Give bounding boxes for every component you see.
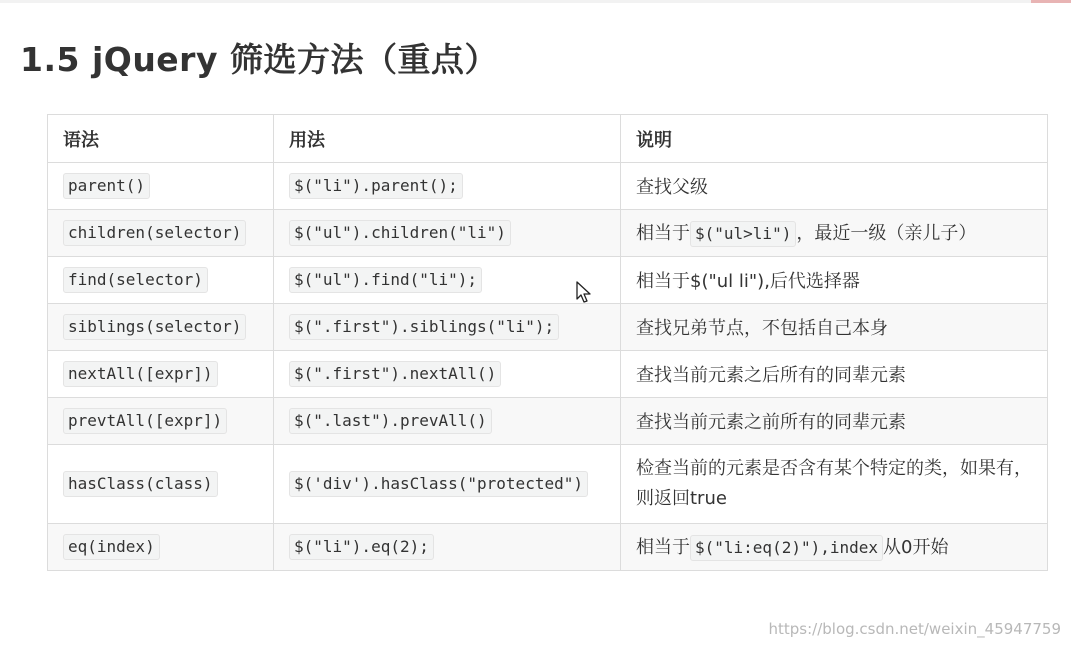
table-row [48,351,1048,398]
table-header-row [48,115,1048,163]
usage-code: $("li").parent(); [289,173,463,199]
header-usage: 用法 [274,115,621,163]
description-cell [621,304,1048,351]
description-cell [621,445,1048,524]
syntax-code: prevtAll([expr]) [63,408,227,434]
syntax-cell [48,524,274,571]
watermark-url: https://blog.csdn.net/weixin_45947759 [768,620,1061,638]
syntax-code: children(selector) [63,220,246,246]
usage-code: $(".first").nextAll() [289,361,501,387]
syntax-code: parent() [63,173,150,199]
top-accent [1031,0,1071,3]
usage-code: $(".first").siblings("li"); [289,314,559,340]
description-cell [621,257,1048,304]
usage-cell [274,163,621,210]
syntax-code: siblings(selector) [63,314,246,340]
usage-cell [274,210,621,257]
description-code: $("ul>li") [690,221,796,247]
description-cell [621,210,1048,257]
mouse-pointer-icon [576,281,592,305]
description-text: 查找父级 [636,177,708,198]
syntax-cell [48,257,274,304]
description-cell [621,398,1048,445]
table-row [48,398,1048,445]
description-cell [621,524,1048,571]
description-cell [621,163,1048,210]
table-row [48,257,1048,304]
syntax-cell [48,210,274,257]
description-text: 查找当前元素之后所有的同辈元素 [636,365,906,386]
usage-cell [274,445,621,524]
description-text: 相当于 [636,537,690,558]
description-code: $("li:eq(2)"),index [690,535,883,561]
description-text: 相当于 [636,223,690,244]
syntax-code: nextAll([expr]) [63,361,218,387]
usage-code: $('div').hasClass("protected") [289,471,588,497]
table-row [48,304,1048,351]
syntax-code: hasClass(class) [63,471,218,497]
usage-code: $("ul").children("li") [289,220,511,246]
description-text: ，最近一级（亲儿子） [796,223,977,244]
table-row [48,445,1048,524]
table-row [48,210,1048,257]
usage-code: $("ul").find("li"); [289,267,482,293]
header-description: 说明 [621,115,1048,163]
description-text: 从0开始 [883,537,949,558]
header-syntax: 语法 [48,115,274,163]
syntax-cell [48,398,274,445]
usage-cell [274,398,621,445]
description-text: 检查当前的元素是否含有某个特定的类，如果有，则返回true [636,458,1032,509]
description-text: 查找兄弟节点，不包括自己本身 [636,318,888,339]
syntax-cell [48,445,274,524]
usage-code: $("li").eq(2); [289,534,434,560]
syntax-cell [48,163,274,210]
usage-code: $(".last").prevAll() [289,408,492,434]
table-row [48,163,1048,210]
page-title: 1.5 jQuery 筛选方法（重点） [20,40,498,79]
description-cell [621,351,1048,398]
usage-cell [274,351,621,398]
syntax-cell [48,351,274,398]
syntax-cell [48,304,274,351]
description-text: 相当于$("ul li"),后代选择器 [636,271,860,292]
description-text: 查找当前元素之前所有的同辈元素 [636,412,906,433]
usage-cell [274,257,621,304]
syntax-code: eq(index) [63,534,160,560]
syntax-code: find(selector) [63,267,208,293]
usage-cell [274,304,621,351]
top-border [0,0,1071,3]
jquery-filter-methods-table [47,114,1048,571]
usage-cell [274,524,621,571]
table-row [48,524,1048,571]
